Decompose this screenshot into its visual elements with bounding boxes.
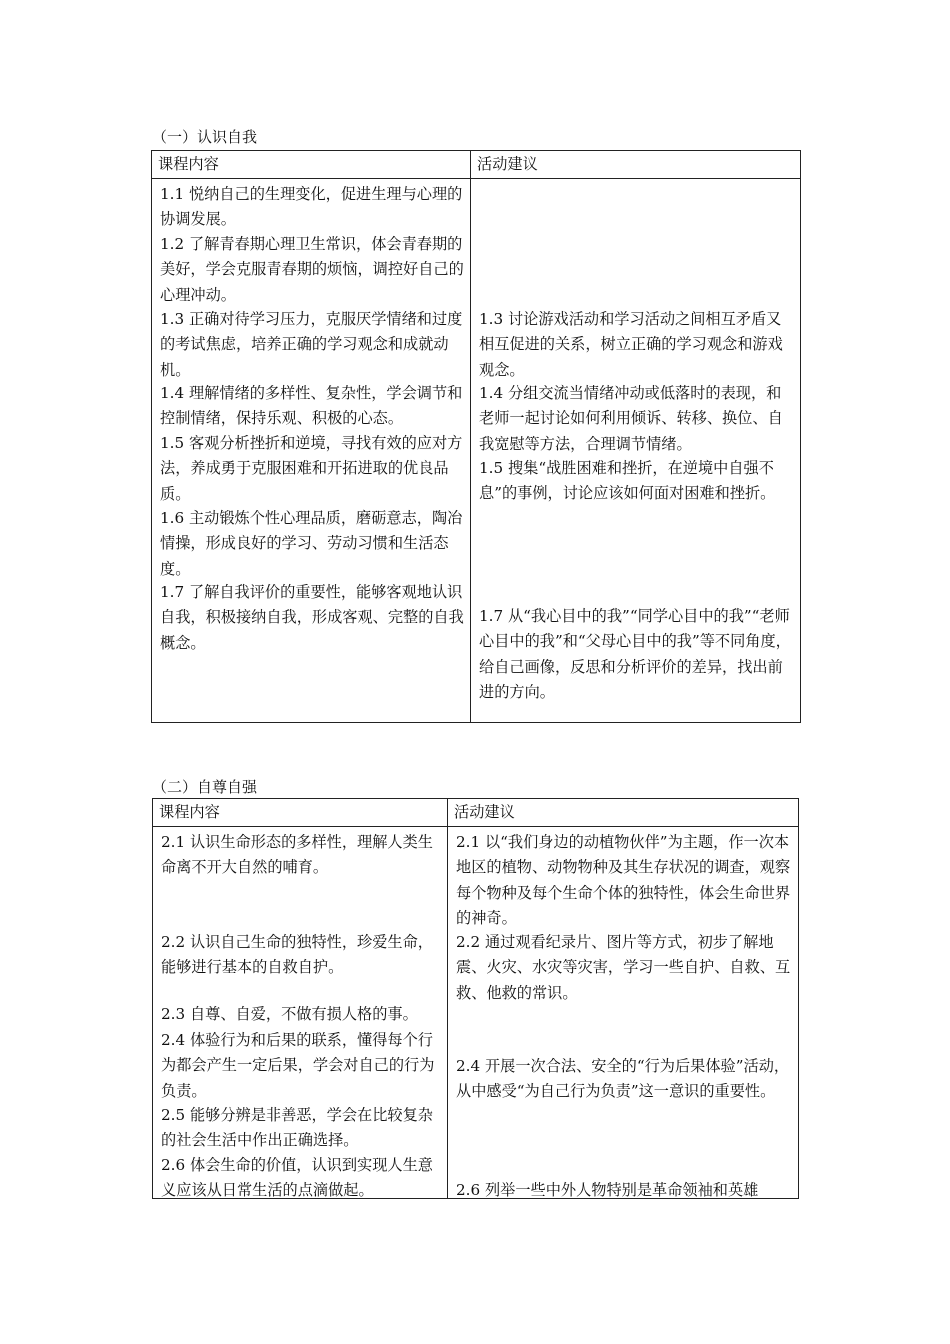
section1-activities-cell — [471, 179, 801, 723]
activity-item-1-3: 1.3 讨论游戏活动和学习活动之间相互矛盾又相互促进的关系，树立正确的学习观念和游戏观念。 — [479, 310, 783, 379]
section1-table — [151, 150, 801, 723]
content-item-1-1: 1.1 悦纳自己的生理变化，促进生理与心理的协调发展。 — [160, 185, 463, 229]
section1-header-row — [152, 151, 801, 179]
content-item-2-5: 2.5 能够分辨是非善恶，学会在比较复杂的社会生活中作出正确选择。 — [161, 1106, 433, 1150]
content-item-1-6: 1.6 主动锻炼个性心理品质，磨砺意志，陶冶情操，形成良好的学习、劳动习惯和生活态度。 — [160, 509, 463, 578]
section2-table — [152, 798, 799, 1199]
content-item-2-4: 2.4 体验行为和后果的联系，懂得每个行为都会产生一定后果，学会对自己的行为负责。 — [161, 1031, 435, 1100]
activity-item-2-2: 2.2 通过观看纪录片、图片等方式，初步了解地震、火灾、水灾等灾害，学习一些自护、自救、互救、他救的常识。 — [456, 933, 791, 1002]
section2-header-activities: 活动建议 — [448, 799, 799, 827]
section1-header-content: 课程内容 — [152, 151, 471, 179]
section2-content-cell — [153, 827, 448, 1199]
content-item-2-6: 2.6 体会生命的价值，认识到实现人生意义应该从日常生活的点滴做起。 — [161, 1156, 433, 1200]
section1-header-activities: 活动建议 — [471, 151, 801, 179]
section2-activities-cell — [448, 827, 799, 1199]
content-item-1-5: 1.5 客观分析挫折和逆境，寻找有效的应对方法，养成勇于克服困难和开拓进取的优良品质。 — [160, 434, 463, 503]
section2-title: （二）自尊自强 — [152, 778, 258, 796]
activity-item-2-6: 2.6 列举一些中外人物特别是革命领袖和英雄 — [456, 1181, 759, 1199]
activity-item-1-4: 1.4 分组交流当情绪冲动或低落时的表现，和老师一起讨论如何利用倾诉、转移、换位、自我宽慰等方法，合理调节情绪。 — [479, 384, 783, 453]
section2-header-content: 课程内容 — [153, 799, 448, 827]
content-item-1-7: 1.7 了解自我评价的重要性，能够客观地认识自我，积极接纳自我，形成客观、完整的自我概念。 — [160, 583, 464, 652]
activity-item-2-4: 2.4 开展一次合法、安全的“行为后果体验”活动，从中感受“为自己行为负责”这一意识的重要性。 — [456, 1057, 790, 1101]
content-item-1-3: 1.3 正确对待学习压力，克服厌学情绪和过度的考试焦虑，培养正确的学习观念和成就动机。 — [160, 310, 463, 379]
section1-title: （一）认识自我 — [152, 128, 258, 146]
activity-item-1-5: 1.5 搜集“战胜困难和挫折，在逆境中自强不息”的事例，讨论应该如何面对困难和挫折。 — [479, 459, 776, 503]
section2-header-row — [153, 799, 799, 827]
content-item-2-2: 2.2 认识自己生命的独特性，珍爱生命，能够进行基本的自救自护。 — [161, 933, 433, 977]
activity-item-2-1: 2.1 以“我们身边的动植物伙伴”为主题，作一次本地区的植物、动物物种及其生存状况的调查，观察每个物种及每个生命个体的独特性，体会生命世界的神奇。 — [456, 833, 791, 927]
content-item-1-4: 1.4 理解情绪的多样性、复杂性，学会调节和控制情绪，保持乐观、积极的心态。 — [160, 384, 463, 428]
content-item-2-3: 2.3 自尊、自爱，不做有损人格的事。 — [161, 1005, 418, 1023]
activity-item-1-7: 1.7 从“我心目中的我”“同学心目中的我”“老师心目中的我”和“父母心目中的我”等不同角度，给自己画像，反思和分析评价的差异，找出前进的方向。 — [479, 607, 791, 701]
content-item-1-2: 1.2 了解青春期心理卫生常识，体会青春期的美好，学会克服青春期的烦恼，调控好自己的心理冲动。 — [160, 235, 464, 304]
section1-content-cell — [152, 179, 471, 723]
content-item-2-1: 2.1 认识生命形态的多样性，理解人类生命离不开大自然的哺育。 — [161, 833, 433, 877]
